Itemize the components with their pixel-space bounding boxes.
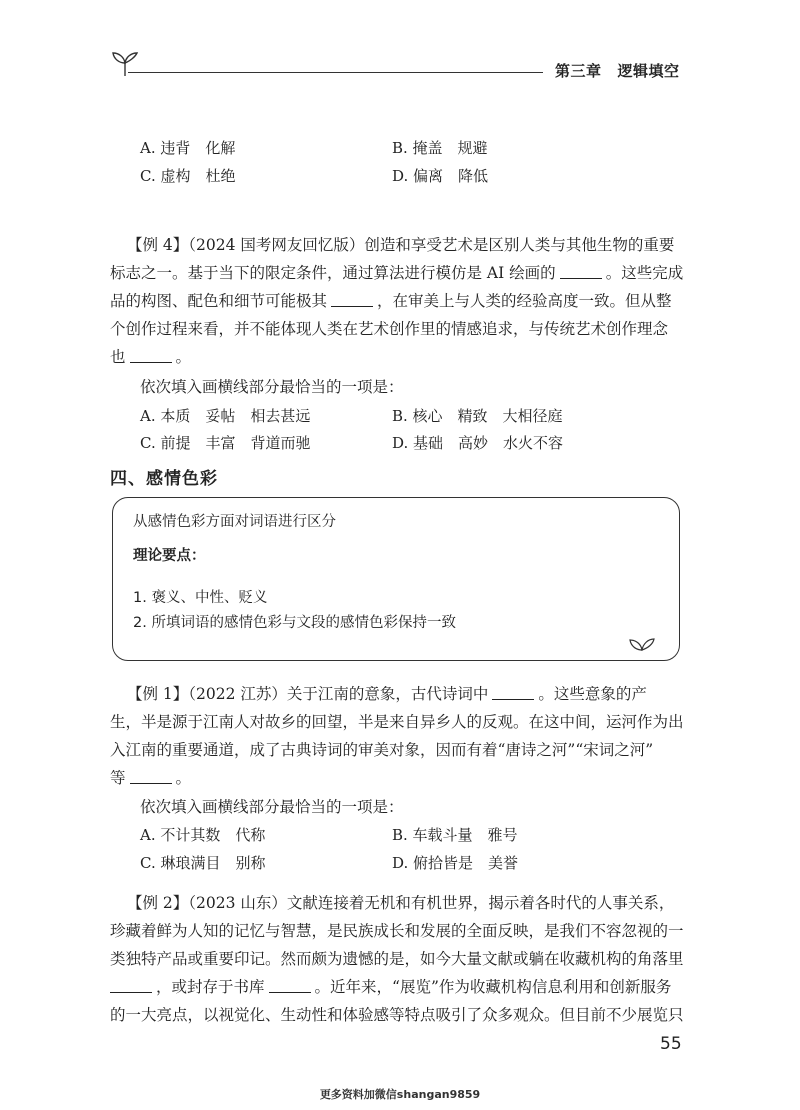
example4-line2 xyxy=(110,263,685,283)
example4-line3-text: 品的构图、配色和细节可能极其 xyxy=(110,292,328,310)
example4-line2-tail: 。这些完成 xyxy=(605,264,684,282)
option-c: C. 虚构 杜绝 xyxy=(140,167,236,185)
example2-line4-text: ，或封存于书库 xyxy=(156,978,265,996)
example4-option-c: C. 前提 丰富 背道而驰 xyxy=(140,434,311,452)
example1-line4-text: 等 xyxy=(110,769,126,787)
example1-line4-tail: 。 xyxy=(175,769,192,787)
example4-option-d: D. 基础 高妙 水火不容 xyxy=(392,434,564,452)
example2-line1: 【例 2】（2023 山东）文献连接着无机和有机世界，揭示着各时代的人事关系， xyxy=(127,894,675,912)
example2-line5: 的一大亮点，以视觉化、生动性和体验感等特点吸引了众多观众。但目前不少展览只 xyxy=(110,1006,684,1024)
example1-option-b: B. 车载斗量 雅号 xyxy=(392,826,518,844)
example2-line3: 类独特产品或重要印记。然而颇为遗憾的是，如今大量文献或躺在收藏机构的角落里 xyxy=(110,950,684,968)
page-number: 55 xyxy=(660,1034,682,1054)
theory-point-2: 2. 所填词语的感情色彩与文段的感情色彩保持一致 xyxy=(133,615,456,631)
fill-blank[interactable] xyxy=(560,263,602,279)
example1-line4 xyxy=(110,768,685,788)
example1-line3: 入江南的重要通道，成了古典诗词的审美对象，因而有着“唐诗之河”“宋词之河” xyxy=(110,741,654,759)
example4-line3 xyxy=(110,291,685,311)
example4-option-b: B. 核心 精致 大相径庭 xyxy=(392,407,563,425)
section-title: 四、感情色彩 xyxy=(110,469,218,489)
example4-line5-text: 也 xyxy=(110,348,126,366)
sprout-logo-icon xyxy=(110,50,140,78)
example1-line1-tail: 。这些意象的产 xyxy=(538,685,647,703)
example4-line4: 个创作过程来看，并不能体现人类在艺术创作里的情感追求，与传统艺术创作理念 xyxy=(110,320,669,338)
example1-option-a: A. 不计其数 代称 xyxy=(140,826,266,844)
option-b: B. 掩盖 规避 xyxy=(392,139,488,157)
fill-blank[interactable] xyxy=(331,291,373,307)
theory-point-1: 1. 褒义、中性、贬义 xyxy=(133,590,268,606)
example1-option-c: C. 琳琅满目 别称 xyxy=(140,854,266,872)
chapter-number: 第三章 xyxy=(555,62,602,80)
example1-option-d: D. 俯拾皆是 美誉 xyxy=(392,854,519,872)
theory-box xyxy=(112,497,680,661)
example2-line4 xyxy=(110,977,685,997)
example4-option-a: A. 本质 妥帖 相去甚远 xyxy=(140,407,311,425)
fill-blank[interactable] xyxy=(110,977,152,993)
example2-line2: 珍藏着鲜为人知的记忆与智慧，是民族成长和发展的全面反映，是我们不容忽视的一 xyxy=(110,922,684,940)
option-a: A. 违背 化解 xyxy=(140,139,236,157)
example1-line2: 生，半是源于江南人对故乡的回望，半是来自异乡人的反观。在这中间，运河作为出 xyxy=(110,713,684,731)
example4-line1: 【例 4】（2024 国考网友回忆版）创造和享受艺术是区别人类与其他生物的重要 xyxy=(127,236,675,254)
theory-heading: 理论要点： xyxy=(133,548,206,564)
example4-line5-tail: 。 xyxy=(175,348,192,366)
fill-blank[interactable] xyxy=(269,977,311,993)
fill-blank[interactable] xyxy=(130,347,172,363)
example4-line5 xyxy=(110,347,685,367)
fill-blank[interactable] xyxy=(130,768,172,784)
option-d: D. 偏离 降低 xyxy=(392,167,489,185)
example4-line3-tail: ，在审美上与人类的经验高度一致。但从整 xyxy=(377,292,672,310)
chapter-title: 逻辑填空 xyxy=(617,62,680,80)
fill-blank[interactable] xyxy=(492,684,534,700)
example2-line4-tail: 。近年来，“展览”作为收藏机构信息利用和创新服务 xyxy=(314,978,672,996)
footer-note: 更多资料加微信shangan9859 xyxy=(319,1088,481,1101)
leaf-ornament-icon xyxy=(629,636,655,652)
theory-intro: 从感情色彩方面对词语进行区分 xyxy=(133,514,336,530)
example4-line2-text: 标志之一。基于当下的限定条件，通过算法进行模仿是 AI 绘画的 xyxy=(110,264,556,282)
chapter-heading xyxy=(555,60,680,81)
example1-line1-text: 【例 1】（2022 江苏）关于江南的意象，古代诗词中 xyxy=(127,685,489,703)
example1-question: 依次填入画横线部分最恰当的一项是： xyxy=(140,798,404,816)
example4-question: 依次填入画横线部分最恰当的一项是： xyxy=(140,378,404,396)
header-rule xyxy=(128,72,543,73)
example1-line1 xyxy=(127,684,702,704)
